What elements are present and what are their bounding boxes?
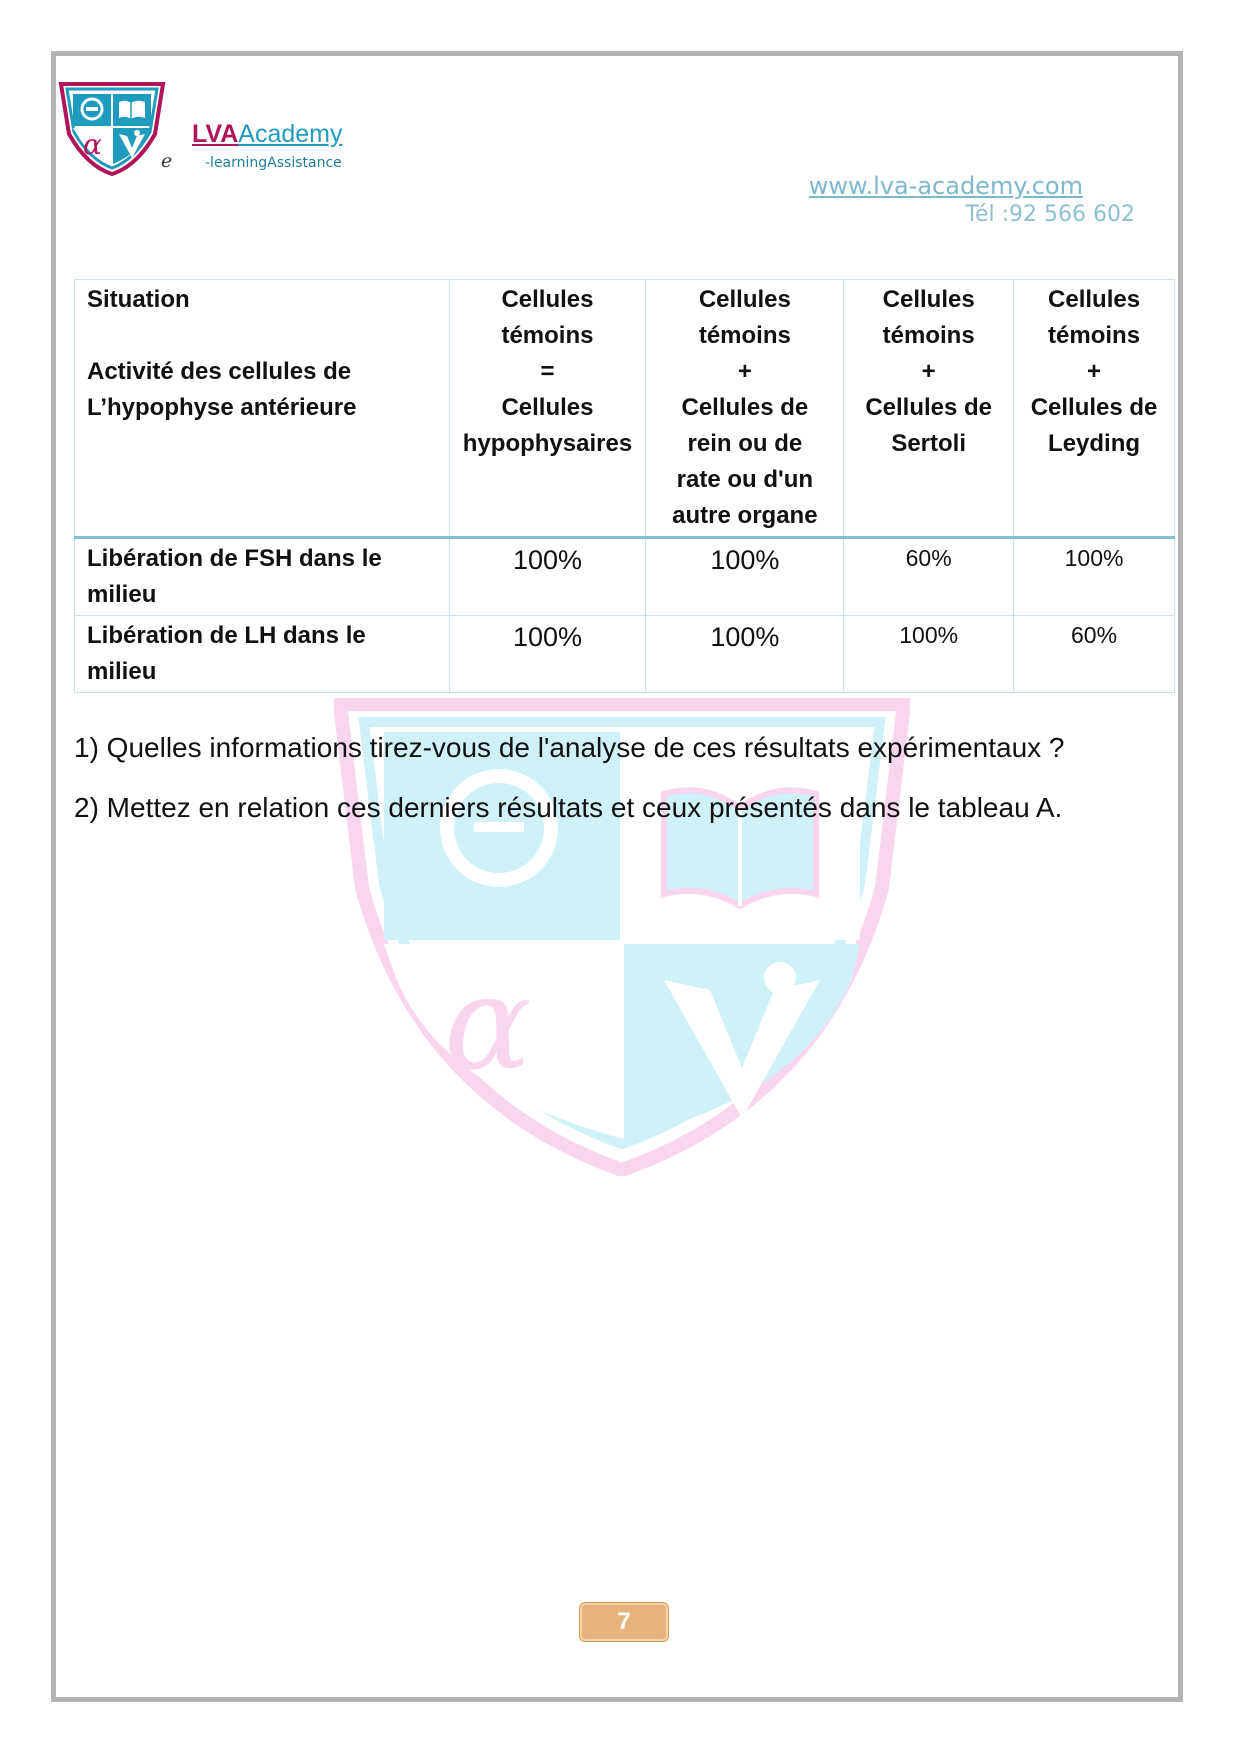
brand-name <box>192 120 343 149</box>
corner-activity-line1: Activité des cellules de <box>87 358 352 385</box>
table-cell: 100% <box>449 616 646 693</box>
brand-lva: LVA <box>192 120 239 148</box>
row-label-line: milieu <box>87 658 157 685</box>
brand-tagline: -learningAssistance <box>205 155 342 171</box>
column-header-rein-rate <box>646 280 844 538</box>
phone-number: Tél :92 566 602 <box>965 202 1135 227</box>
row-label-line: Libération de LH dans le <box>87 622 366 649</box>
header-line: autre organe <box>672 502 818 529</box>
header-line: témoins <box>501 322 594 349</box>
results-table <box>74 279 1175 693</box>
header-line: témoins <box>882 322 975 349</box>
shield-logo-icon <box>57 80 167 176</box>
book-icon <box>119 101 145 119</box>
corner-situation: Situation <box>87 286 190 313</box>
table-row-lh <box>75 616 1175 693</box>
column-header-sertoli <box>844 280 1014 538</box>
header-line: Leyding <box>1048 430 1141 457</box>
header-line: + <box>1087 358 1102 385</box>
table-row-fsh <box>75 538 1175 616</box>
row-label-lh <box>75 616 450 693</box>
alpha-icon: α <box>83 128 102 161</box>
website-link[interactable]: www.lva-academy.com <box>808 172 1083 200</box>
table-header-row <box>75 280 1175 538</box>
table-cell: 100% <box>844 616 1014 693</box>
questions-section <box>74 730 1184 850</box>
header-line: Cellules <box>501 286 594 313</box>
page-number-badge: 7 <box>580 1603 668 1641</box>
brand-academy: Academy <box>238 120 343 148</box>
question-2: 2) Mettez en relation ces derniers résultats et ceux présentés dans le tableau A. <box>74 792 1063 823</box>
header-line: Cellules de <box>865 394 993 421</box>
corner-activity-line2: L’hypophyse antérieure <box>87 394 357 421</box>
row-label-line: milieu <box>87 581 157 608</box>
header-line: + <box>921 358 936 385</box>
header-line: Cellules <box>1048 286 1141 313</box>
header-line: témoins <box>698 322 791 349</box>
header-line: hypophysaires <box>462 430 633 457</box>
header-line: Sertoli <box>891 430 967 457</box>
table-cell: 60% <box>1014 616 1175 693</box>
table-cell: 100% <box>646 538 844 616</box>
header-line: rein ou de <box>687 430 803 457</box>
table-corner-cell <box>75 280 450 538</box>
header-line: = <box>540 358 555 385</box>
header-line: rate ou d'un <box>676 466 814 493</box>
table-cell: 100% <box>646 616 844 693</box>
header-line: + <box>737 358 752 385</box>
header-line: témoins <box>1048 322 1141 349</box>
row-label-line: Libération de FSH dans le <box>87 545 382 572</box>
svg-text:α: α <box>444 947 532 1099</box>
column-header-hypophysaires <box>449 280 646 538</box>
row-label-fsh <box>75 538 450 616</box>
table-cell: 100% <box>1014 538 1175 616</box>
logo-e-letter: e <box>161 150 173 172</box>
header-line: Cellules <box>501 394 594 421</box>
question-1: 1) Quelles informations tirez-vous de l'analyse de ces résultats expérimentaux ? <box>74 732 1065 763</box>
table-cell: 60% <box>844 538 1014 616</box>
column-header-leyding <box>1014 280 1175 538</box>
header-line: Cellules <box>698 286 791 313</box>
header-line: Cellules <box>882 286 975 313</box>
header-line: Cellules de <box>681 394 809 421</box>
table-cell: 100% <box>449 538 646 616</box>
header-line: Cellules de <box>1030 394 1158 421</box>
